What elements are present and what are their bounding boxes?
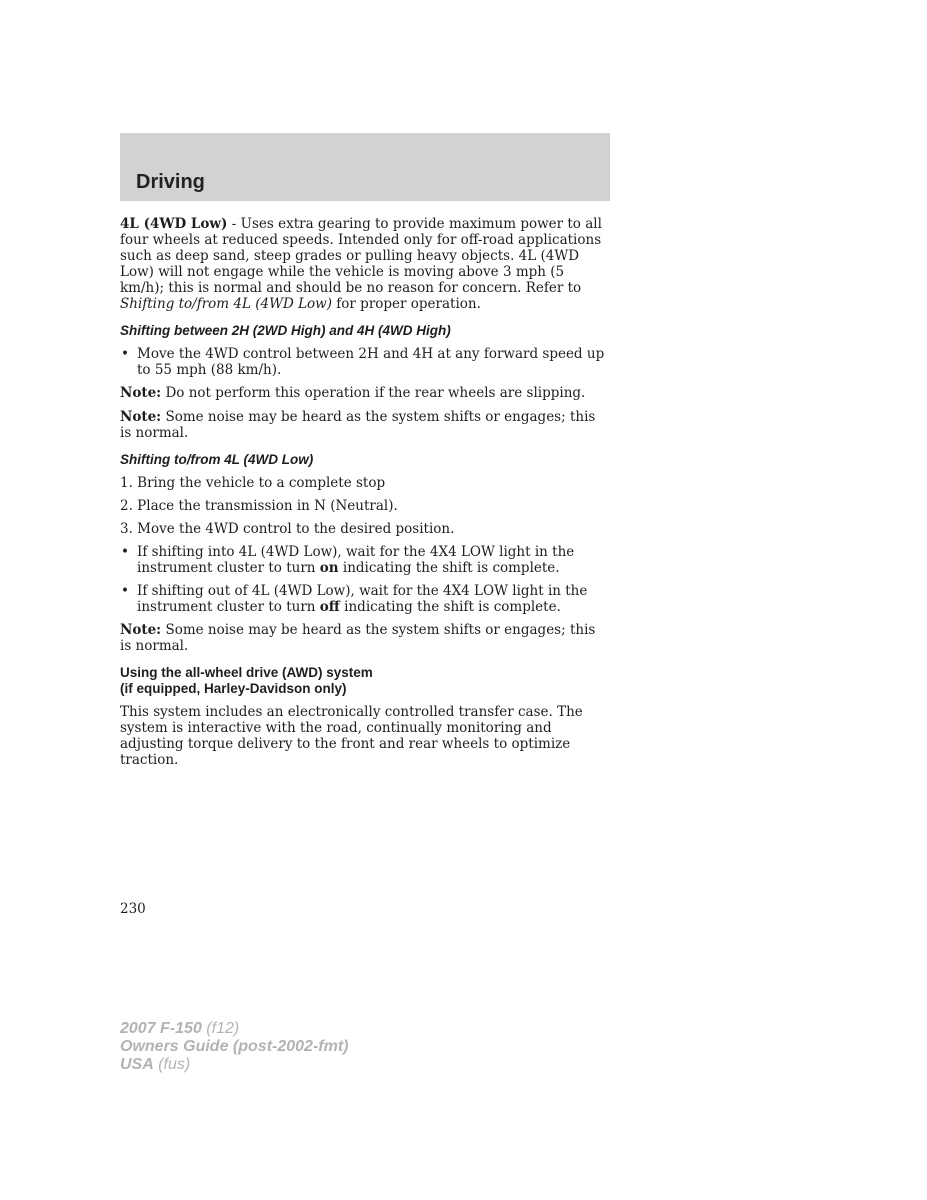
- bullet-text: If shifting out of 4L (4WD Low), wait for the 4X4 LOW light in the instrument cluster to turn: [137, 583, 588, 615]
- note-text: Some noise may be heard as the system shifts or engages; this is normal.: [120, 409, 596, 441]
- page-number: 230: [120, 901, 146, 917]
- bullet-text: indicating the shift is complete.: [339, 599, 561, 615]
- section-header-band: [120, 133, 610, 201]
- bullet-emphasis: off: [319, 599, 340, 615]
- section-title: Driving: [136, 171, 205, 193]
- heading-2h-4h: Shifting between 2H (2WD High) and 4H (4WD High): [120, 323, 451, 338]
- list-item: [120, 346, 610, 378]
- intro-paragraph: [120, 216, 610, 312]
- note-paragraph: [120, 409, 610, 441]
- numbered-step: 3. Move the 4WD control to the desired position.: [120, 521, 455, 537]
- footer-line-1: [120, 1020, 348, 1038]
- bullet-icon: •: [121, 346, 129, 362]
- intro-text-2: for proper operation.: [332, 296, 481, 312]
- heading-awd: [120, 665, 610, 697]
- list-item: [120, 544, 610, 576]
- bullet-text: If shifting into 4L (4WD Low), wait for the 4X4 LOW light in the instrument cluster to turn: [137, 544, 575, 576]
- heading-awd-line2: (if equipped, Harley-Davidson only): [120, 681, 347, 696]
- intro-text-1: - Uses extra gearing to provide maximum power to all four wheels at reduced speeds. Intended only for off-road applications such as deep sand, steep grades or pulling heavy objects. 4L (4WD Low) will not engage while the vehicle is moving above 3 mph (5 km/h); this is normal and should be no reason for concern. Refer to: [120, 216, 602, 296]
- bullet-text: Move the 4WD control between 2H and 4H at any forward speed up to 55 mph (88 km/h).: [137, 346, 605, 378]
- heading-shifting-4l: Shifting to/from 4L (4WD Low): [120, 452, 314, 467]
- bullet-emphasis: on: [319, 560, 339, 576]
- note-text: Some noise may be heard as the system shifts or engages; this is normal.: [120, 622, 596, 654]
- numbered-step: 2. Place the transmission in N (Neutral).: [120, 498, 398, 514]
- intro-reference: Shifting to/from 4L (4WD Low): [120, 296, 333, 312]
- list-item: [120, 583, 610, 615]
- page-content: [120, 216, 610, 776]
- numbered-step: 1. Bring the vehicle to a complete stop: [120, 475, 386, 491]
- footer-line-3: [120, 1056, 348, 1074]
- note-label: Note:: [120, 385, 162, 401]
- footer-market: USA: [120, 1056, 154, 1073]
- note-label: Note:: [120, 409, 162, 425]
- footer-code: (f12): [201, 1020, 240, 1037]
- footer-model: 2007 F-150: [120, 1020, 202, 1037]
- bullet-icon: •: [121, 583, 129, 599]
- footer-line-2: Owners Guide (post-2002-fmt): [120, 1038, 349, 1055]
- note-label: Note:: [120, 622, 162, 638]
- note-paragraph: [120, 385, 610, 401]
- note-text: Do not perform this operation if the rear wheels are slipping.: [161, 385, 586, 401]
- awd-paragraph: This system includes an electronically controlled transfer case. The system is interactive with the road, continually monitoring and adjusting torque delivery to the front and rear wheels to optimize traction.: [120, 704, 583, 768]
- intro-term: 4L (4WD Low): [120, 216, 228, 232]
- bullet-text: indicating the shift is complete.: [338, 560, 560, 576]
- document-footer: [120, 1020, 348, 1074]
- heading-awd-line1: Using the all-wheel drive (AWD) system: [120, 665, 373, 680]
- note-paragraph: [120, 622, 610, 654]
- bullet-icon: •: [121, 544, 129, 560]
- footer-market-code: (fus): [153, 1056, 191, 1073]
